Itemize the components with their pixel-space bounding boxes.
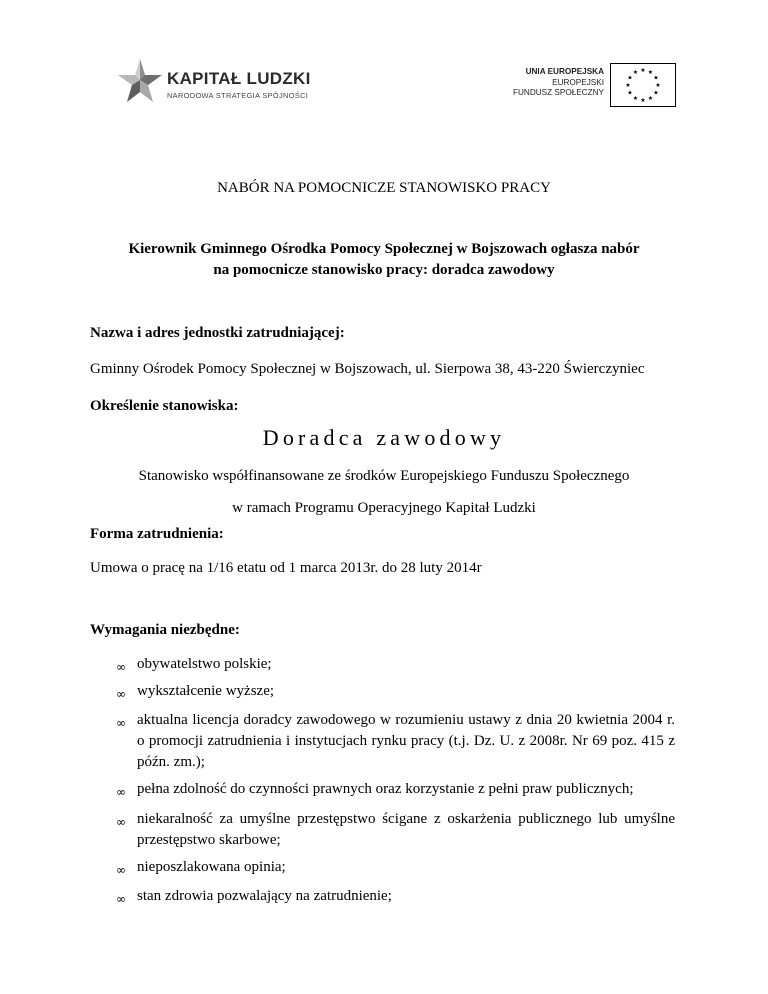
bullet-icon: ∞ [116, 892, 126, 906]
requirements-label: Wymagania niezbędne: [90, 622, 240, 638]
svg-text:★: ★ [653, 74, 659, 82]
requirement-text: niekaralność za umyślne przestępstwo ścigane z oskarżenia publicznego lub umyślne przestępstwo skarbowe; [137, 811, 675, 848]
bullet-icon: ∞ [116, 785, 126, 799]
requirement-text: aktualna licencja doradcy zawodowego w rozumieniu ustawy z dnia 20 kwietnia 2004 r. o promocji zatrudnienia i instytucjach rynku pracy (t.j. Dz. U. z 2008r. Nr 69 poz. 415 z późn. zm.); [137, 712, 675, 770]
kl-logo-subtitle: NARODOWA STRATEGIA SPÓJNOŚCI [167, 91, 309, 100]
requirement-text: nieposzlakowana opinia; [137, 859, 286, 875]
requirement-text: pełna zdolność do czynności prawnych oraz korzystanie z pełni praw publicznych; [137, 781, 634, 797]
kapital-ludzki-logo [114, 56, 314, 108]
kl-logo-title: KAPITAŁ LUDZKI [167, 69, 311, 88]
eu-flag-icon [610, 63, 676, 107]
cofinance-line-2: w ramach Programu Operacyjnego Kapitał Ludzki [232, 500, 536, 516]
employment-value: Umowa o pracę na 1/16 etatu od 1 marca 2013r. do 28 luty 2014r [90, 560, 482, 576]
cofinance-line-1: Stanowisko współfinansowane ze środków Europejskiego Funduszu Społecznego [138, 468, 630, 484]
bullet-icon: ∞ [116, 815, 126, 829]
svg-text:★: ★ [627, 74, 633, 82]
position-label: Określenie stanowiska: [90, 398, 239, 414]
unit-value: Gminny Ośrodek Pomocy Społecznej w Bojszowach, ul. Sierpowa 38, 43-220 Świerczyniec [90, 361, 645, 377]
svg-text:★: ★ [647, 95, 654, 102]
svg-text:★: ★ [640, 67, 646, 74]
eu-logo [500, 63, 678, 109]
svg-text:★: ★ [655, 82, 661, 89]
svg-text:★: ★ [627, 89, 633, 97]
intro-line-2: na pomocnicze stanowisko pracy: doradca zawodowy [213, 262, 555, 278]
eu-logo-line1: UNIA EUROPEJSKA [525, 67, 604, 76]
eu-logo-line2: EUROPEJSKI [552, 77, 604, 87]
star-emblem-icon [114, 56, 166, 108]
bullet-icon: ∞ [116, 716, 126, 730]
bullet-icon: ∞ [116, 863, 126, 877]
requirement-text: wykształcenie wyższe; [137, 683, 275, 699]
svg-text:★: ★ [632, 69, 639, 76]
svg-text:★: ★ [632, 95, 639, 102]
requirement-text: stan zdrowia pozwalający na zatrudnienie; [137, 888, 392, 904]
svg-text:★: ★ [640, 97, 646, 104]
page-title: NABÓR NA POMOCNICZE STANOWISKO PRACY [217, 180, 551, 196]
employment-label: Forma zatrudnienia: [90, 526, 224, 542]
requirement-text: obywatelstwo polskie; [137, 656, 272, 672]
bullet-icon: ∞ [116, 687, 126, 701]
position-title: Doradca zawodowy [262, 425, 506, 450]
svg-text:★: ★ [625, 82, 631, 89]
bullet-icon: ∞ [116, 660, 126, 674]
unit-label: Nazwa i adres jednostki zatrudniającej: [90, 325, 345, 341]
eu-logo-line3: FUNDUSZ SPOŁECZNY [513, 88, 604, 97]
svg-text:★: ★ [647, 69, 654, 76]
intro-line-1: Kierownik Gminnego Ośrodka Pomocy Społecznej w Bojszowach ogłasza nabór [128, 241, 640, 257]
svg-text:★: ★ [653, 89, 659, 97]
